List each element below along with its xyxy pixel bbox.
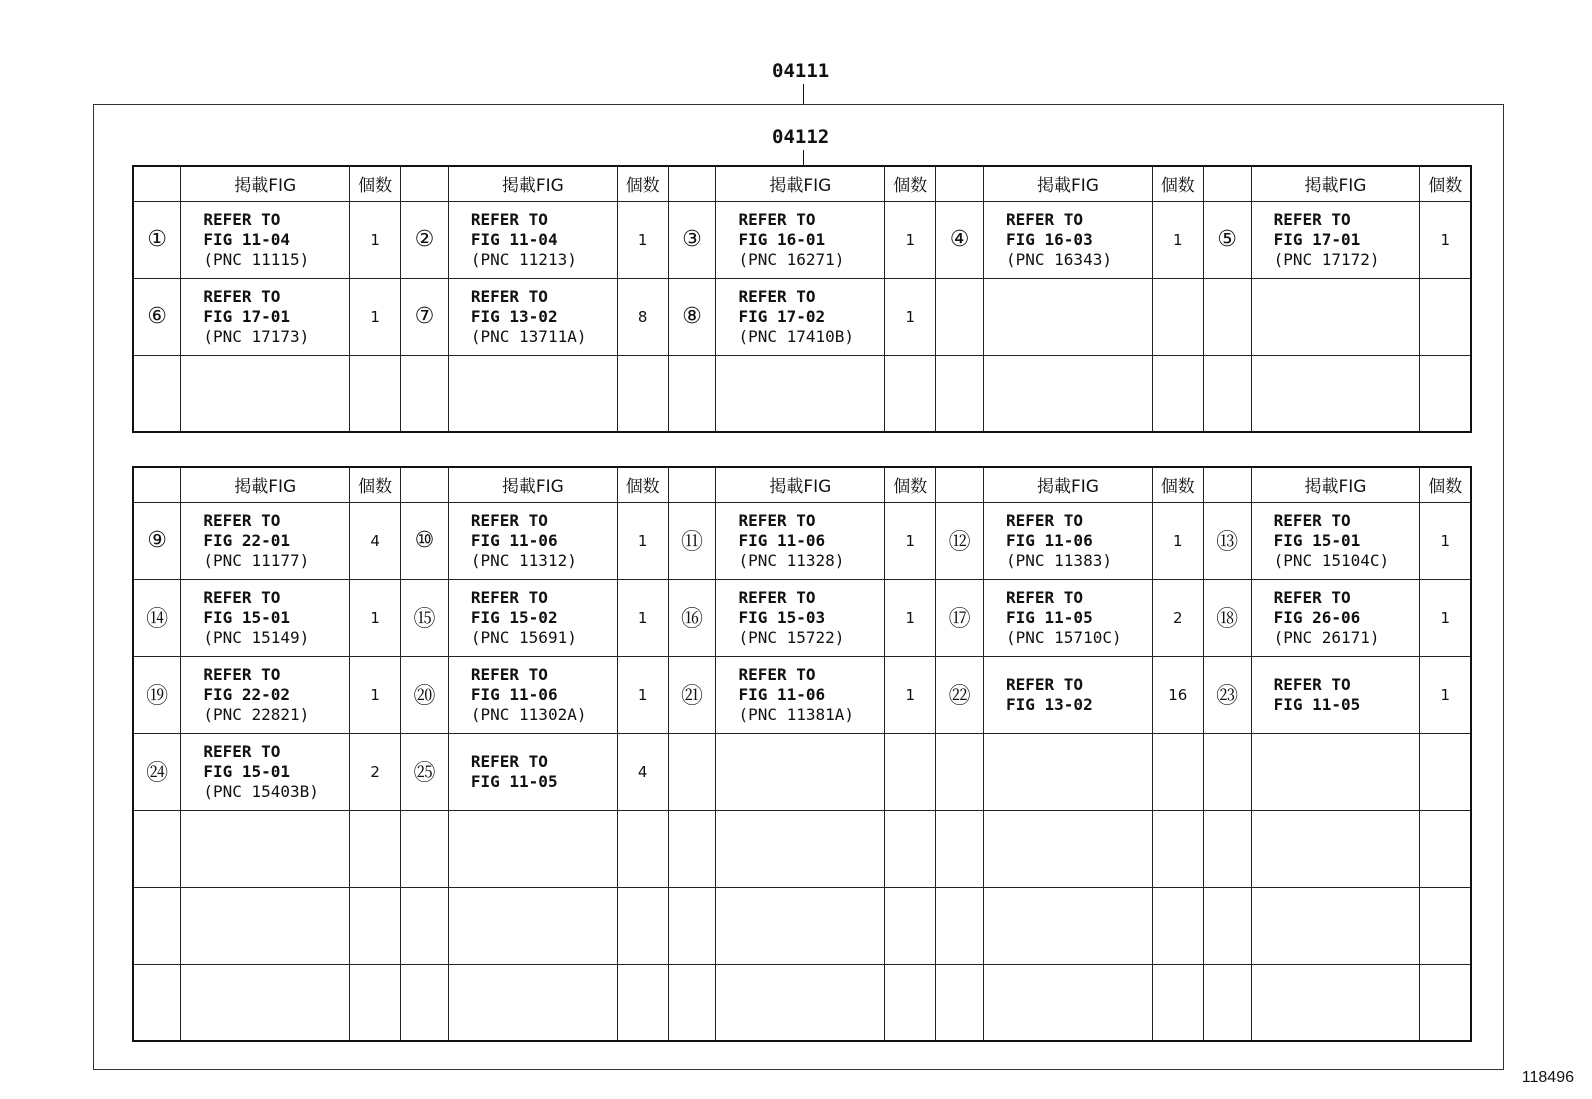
reference-cell [1251,201,1420,278]
pnc-number: (PNC 13711A) [470,326,587,346]
refer-to-text: REFER TO [470,587,548,607]
reference-cell [181,656,350,733]
refer-to-text: REFER TO [738,664,816,684]
quantity-cell: 1 [885,201,936,278]
leader-line-04112 [803,150,804,166]
table-row [133,656,1471,733]
callout-number: ⑮ [401,579,449,656]
fig-number: FIG 17-01 [1273,229,1361,249]
callout-number: ㉓ [1203,656,1251,733]
callout-number [668,355,716,432]
header-row [133,467,1471,502]
refer-to-text: REFER TO [470,286,548,306]
quantity-cell [1152,964,1203,1041]
quantity-cell: 1 [885,656,936,733]
reference-cell [181,355,350,432]
figure-number: 118496 [1521,1069,1574,1086]
fig-number: FIG 22-02 [203,684,291,704]
reference-cell [984,579,1153,656]
refer-to-text: REFER TO [1006,510,1084,530]
fig-number: FIG 16-03 [1006,229,1093,249]
reference-cell [984,201,1153,278]
quantity-cell: 1 [617,502,668,579]
table-row [133,278,1471,355]
refer-to-text: REFER TO [203,741,281,761]
quantity-cell [885,887,936,964]
header-index-cell [401,166,449,201]
quantity-cell [617,355,668,432]
callout-number [936,887,984,964]
header-qty: 個数 [885,166,936,201]
reference-cell [1251,887,1420,964]
refer-to-text: REFER TO [738,286,816,306]
pnc-number: (PNC 11381A) [738,704,855,724]
header-qty: 個数 [1152,467,1203,502]
reference-table-upper [132,165,1472,433]
table-row [133,355,1471,432]
refer-to-text: REFER TO [738,587,816,607]
reference-cell [716,656,885,733]
header-index-cell [936,467,984,502]
fig-number: FIG 22-01 [203,530,291,550]
callout-number [133,810,181,887]
reference-cell [1251,502,1420,579]
callout-number [936,355,984,432]
quantity-cell: 4 [350,502,401,579]
refer-to-text: REFER TO [470,751,548,771]
refer-to-text: REFER TO [470,209,548,229]
pnc-number: (PNC 15722) [738,627,845,647]
table-row [133,964,1471,1041]
pnc-number: (PNC 11312) [470,550,577,570]
fig-number: FIG 13-02 [1006,694,1093,714]
header-index-cell [1203,166,1251,201]
reference-cell [181,278,350,355]
table-row [133,733,1471,810]
quantity-cell: 1 [617,656,668,733]
quantity-cell: 1 [1152,502,1203,579]
callout-number: ⑩ [401,502,449,579]
pnc-number: (PNC 11328) [738,550,845,570]
callout-number: ③ [668,201,716,278]
pnc-number: (PNC 15710C) [1006,627,1122,647]
quantity-cell: 1 [350,579,401,656]
callout-number [401,887,449,964]
header-qty: 個数 [350,467,401,502]
reference-cell [181,887,350,964]
reference-cell [984,656,1153,733]
callout-number [936,810,984,887]
refer-to-text: REFER TO [738,510,816,530]
quantity-cell: 2 [350,733,401,810]
quantity-cell: 1 [1420,502,1471,579]
label-04112: 04112 [772,126,830,148]
header-fig: 掲載FIG [716,166,885,201]
callout-number: ㉕ [401,733,449,810]
callout-number: ⑲ [133,656,181,733]
callout-number: ㉔ [133,733,181,810]
callout-number [1203,733,1251,810]
refer-to-text: REFER TO [470,664,548,684]
quantity-cell [1420,355,1471,432]
fig-number: FIG 16-01 [738,229,826,249]
pnc-number: (PNC 11115) [203,249,310,269]
reference-table-lower [132,466,1472,1042]
quantity-cell: 1 [1420,656,1471,733]
header-fig: 掲載FIG [1251,467,1420,502]
quantity-cell [350,964,401,1041]
quantity-cell [1420,733,1471,810]
header-index-cell [1203,467,1251,502]
reference-cell [716,964,885,1041]
header-fig: 掲載FIG [984,166,1153,201]
quantity-cell [1152,355,1203,432]
reference-cell [716,355,885,432]
callout-number: ⑧ [668,278,716,355]
callout-number: ⑯ [668,579,716,656]
quantity-cell [1420,887,1471,964]
reference-cell [448,656,617,733]
reference-cell [448,579,617,656]
reference-cell [984,964,1153,1041]
quantity-cell [617,810,668,887]
quantity-cell [1420,964,1471,1041]
quantity-cell [885,810,936,887]
header-qty: 個数 [617,166,668,201]
refer-to-text: REFER TO [1273,674,1351,694]
quantity-cell: 4 [617,733,668,810]
reference-cell [984,887,1153,964]
reference-cell [716,278,885,355]
callout-number [668,887,716,964]
callout-number: ④ [936,201,984,278]
table-row [133,810,1471,887]
refer-to-text: REFER TO [203,664,281,684]
callout-number [1203,810,1251,887]
label-04111: 04111 [772,60,830,82]
callout-number: ⑫ [936,502,984,579]
fig-number: FIG 15-01 [203,607,291,627]
callout-number [936,964,984,1041]
fig-number: FIG 11-06 [1006,530,1093,550]
header-fig: 掲載FIG [984,467,1153,502]
reference-cell [181,502,350,579]
pnc-number: (PNC 11213) [470,249,577,269]
callout-number: ⑭ [133,579,181,656]
quantity-cell [1420,810,1471,887]
fig-number: FIG 11-05 [1273,694,1361,714]
fig-number: FIG 11-04 [470,229,558,249]
reference-cell [984,278,1153,355]
reference-cell [448,964,617,1041]
quantity-cell [885,964,936,1041]
quantity-cell [1152,810,1203,887]
callout-number [133,964,181,1041]
callout-number [401,964,449,1041]
fig-number: FIG 11-06 [470,684,558,704]
callout-number [1203,278,1251,355]
table-row [133,887,1471,964]
table-row [133,579,1471,656]
quantity-cell: 1 [350,278,401,355]
quantity-cell: 1 [1420,579,1471,656]
refer-to-text: REFER TO [1006,209,1084,229]
callout-number: ⑰ [936,579,984,656]
fig-number: FIG 15-03 [738,607,826,627]
reference-cell [181,733,350,810]
callout-number [936,278,984,355]
callout-number: ㉑ [668,656,716,733]
reference-cell [448,201,617,278]
callout-number [133,887,181,964]
callout-number [1203,355,1251,432]
reference-cell [984,502,1153,579]
callout-number: ⑬ [1203,502,1251,579]
fig-number: FIG 11-04 [203,229,291,249]
reference-cell [448,278,617,355]
refer-to-text: REFER TO [470,510,548,530]
leader-line-04111 [803,84,804,104]
pnc-number: (PNC 16343) [1006,249,1112,269]
callout-number: ㉒ [936,656,984,733]
refer-to-text: REFER TO [1273,510,1351,530]
refer-to-text: REFER TO [203,510,281,530]
header-index-cell [133,166,181,201]
reference-cell [181,201,350,278]
header-fig: 掲載FIG [181,166,350,201]
refer-to-text: REFER TO [203,587,281,607]
header-fig: 掲載FIG [1251,166,1420,201]
reference-cell [1251,964,1420,1041]
pnc-number: (PNC 11383) [1006,550,1112,570]
refer-to-text: REFER TO [1006,587,1084,607]
callout-number: ⑨ [133,502,181,579]
quantity-cell: 1 [1420,201,1471,278]
quantity-cell: 8 [617,278,668,355]
quantity-cell: 1 [885,278,936,355]
callout-number: ⑳ [401,656,449,733]
callout-number [668,810,716,887]
fig-number: FIG 11-06 [470,530,558,550]
quantity-cell: 2 [1152,579,1203,656]
fig-number: FIG 15-02 [470,607,558,627]
header-index-cell [133,467,181,502]
refer-to-text: REFER TO [203,209,281,229]
reference-cell [1251,810,1420,887]
header-qty: 個数 [617,467,668,502]
quantity-cell: 1 [1152,201,1203,278]
reference-cell [1251,579,1420,656]
refer-to-text: REFER TO [1006,674,1084,694]
refer-to-text: REFER TO [738,209,816,229]
fig-number: FIG 15-01 [203,761,291,781]
fig-number: FIG 11-06 [738,684,826,704]
reference-cell [716,810,885,887]
reference-cell [716,733,885,810]
quantity-cell [350,355,401,432]
fig-number: FIG 17-02 [738,306,826,326]
reference-cell [984,810,1153,887]
table-row [133,502,1471,579]
pnc-number: (PNC 17410B) [738,326,855,346]
header-index-cell [401,467,449,502]
reference-cell [181,810,350,887]
header-qty: 個数 [350,166,401,201]
reference-cell [984,355,1153,432]
callout-number [668,733,716,810]
pnc-number: (PNC 15149) [203,627,310,647]
header-index-cell [668,467,716,502]
header-qty: 個数 [885,467,936,502]
reference-cell [716,579,885,656]
quantity-cell [1152,733,1203,810]
reference-cell [716,201,885,278]
quantity-cell: 1 [350,656,401,733]
reference-cell [1251,355,1420,432]
fig-number: FIG 11-05 [1006,607,1093,627]
reference-cell [1251,733,1420,810]
pnc-number: (PNC 15104C) [1273,550,1390,570]
quantity-cell [617,964,668,1041]
pnc-number: (PNC 17172) [1273,249,1380,269]
header-fig: 掲載FIG [181,467,350,502]
callout-number: ① [133,201,181,278]
header-row [133,166,1471,201]
header-index-cell [668,166,716,201]
quantity-cell [1420,278,1471,355]
fig-number: FIG 13-02 [470,306,558,326]
header-qty: 個数 [1420,166,1471,201]
fig-number: FIG 17-01 [203,306,291,326]
reference-cell [448,810,617,887]
callout-number [936,733,984,810]
quantity-cell: 1 [350,201,401,278]
quantity-cell: 1 [885,579,936,656]
refer-to-text: REFER TO [203,286,281,306]
pnc-number: (PNC 17173) [203,326,310,346]
callout-number: ⑱ [1203,579,1251,656]
quantity-cell: 1 [617,201,668,278]
quantity-cell [617,887,668,964]
quantity-cell: 1 [885,502,936,579]
callout-number [1203,887,1251,964]
header-fig: 掲載FIG [448,467,617,502]
header-fig: 掲載FIG [448,166,617,201]
pnc-number: (PNC 11177) [203,550,310,570]
refer-to-text: REFER TO [1273,587,1351,607]
quantity-cell: 1 [617,579,668,656]
callout-number [401,810,449,887]
fig-number: FIG 15-01 [1273,530,1361,550]
callout-number: ⑦ [401,278,449,355]
callout-number: ⑪ [668,502,716,579]
header-fig: 掲載FIG [716,467,885,502]
quantity-cell [1152,278,1203,355]
pnc-number: (PNC 11302A) [470,704,587,724]
pnc-number: (PNC 15691) [470,627,577,647]
reference-cell [716,887,885,964]
callout-number [1203,964,1251,1041]
quantity-cell: 16 [1152,656,1203,733]
pnc-number: (PNC 15403B) [203,781,319,801]
pnc-number: (PNC 16271) [738,249,845,269]
reference-cell [448,502,617,579]
header-qty: 個数 [1152,166,1203,201]
quantity-cell [1152,887,1203,964]
reference-cell [181,579,350,656]
fig-number: FIG 11-05 [470,771,558,791]
quantity-cell [350,810,401,887]
callout-number: ⑤ [1203,201,1251,278]
quantity-cell [350,887,401,964]
reference-cell [1251,656,1420,733]
reference-cell [448,733,617,810]
reference-cell [716,502,885,579]
callout-number: ② [401,201,449,278]
reference-cell [181,964,350,1041]
fig-number: FIG 26-06 [1273,607,1361,627]
refer-to-text: REFER TO [1273,209,1351,229]
quantity-cell [885,733,936,810]
callout-number [668,964,716,1041]
header-index-cell [936,166,984,201]
pnc-number: (PNC 26171) [1273,627,1380,647]
reference-cell [448,355,617,432]
header-qty: 個数 [1420,467,1471,502]
quantity-cell [885,355,936,432]
pnc-number: (PNC 22821) [203,704,310,724]
reference-cell [448,887,617,964]
callout-number: ⑥ [133,278,181,355]
fig-number: FIG 11-06 [738,530,826,550]
reference-cell [984,733,1153,810]
callout-number [133,355,181,432]
table-row [133,201,1471,278]
reference-cell [1251,278,1420,355]
callout-number [401,355,449,432]
